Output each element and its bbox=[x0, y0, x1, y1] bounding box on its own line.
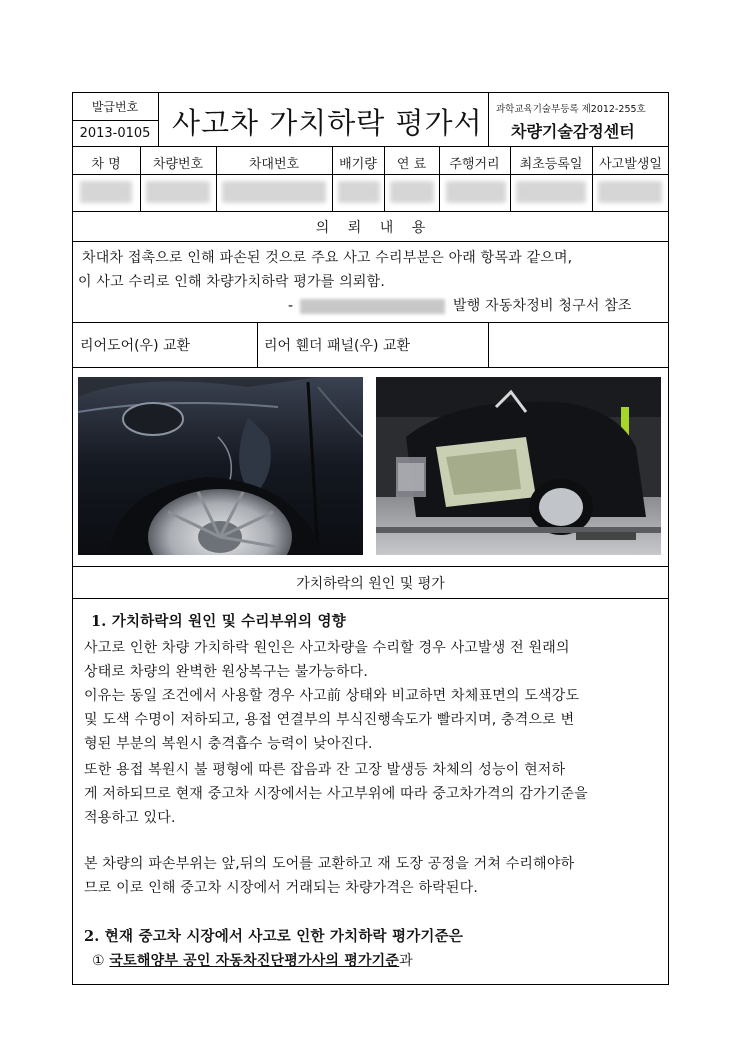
col-header-vin: 차대번호 bbox=[248, 157, 300, 172]
criteria-item-1-underlined: 국토해양부 공인 자동차진단평가사의 평가기준 bbox=[109, 953, 400, 969]
eval-p3-line-1: 또한 용접 복원시 불 평형에 따른 잡음과 잔 고장 발생등 차체의 성능이 현저하 bbox=[84, 762, 566, 778]
repair-col-div-1 bbox=[257, 322, 258, 367]
eval-p2-line-1: 이유는 동일 조건에서 사용할 경우 사고前 상태와 비교하면 차체표면의 도색강도 bbox=[84, 688, 580, 704]
evaluation-section-title: 가치하락의 원인 및 평가 bbox=[296, 576, 445, 592]
col-header-fuel: 연 료 bbox=[396, 157, 427, 172]
redacted-accident-date bbox=[598, 181, 662, 203]
col-header-first-registration: 최초등록일 bbox=[519, 157, 583, 172]
criteria-item-1-marker: ① bbox=[92, 953, 105, 969]
center-name: 차량기술감정센터 bbox=[511, 122, 635, 141]
repair-items-top-line bbox=[72, 322, 669, 323]
request-section-title: 의 뢰 내 용 bbox=[315, 220, 426, 236]
vehicle-table-bottom bbox=[72, 211, 669, 212]
eval-p1-line-2: 상태로 차량의 완벽한 원상복구는 불가능하다. bbox=[84, 664, 369, 680]
request-title-line bbox=[72, 241, 669, 242]
damage-photo-left bbox=[78, 377, 363, 555]
issue-no-value: 2013-0105 bbox=[79, 126, 151, 141]
redacted-fuel bbox=[390, 181, 434, 203]
criteria-item-1-tail: 과 bbox=[399, 953, 413, 969]
criteria-item-1 bbox=[92, 949, 413, 973]
col-header-displacement: 배기량 bbox=[339, 157, 377, 172]
header-divider-1 bbox=[158, 92, 159, 146]
redacted-vin bbox=[222, 181, 326, 203]
evaluation-heading-1: 1. 가치하락의 원인 및 수리부위의 영향 bbox=[91, 613, 346, 630]
eval-p3-line-3: 적용하고 있다. bbox=[84, 810, 176, 826]
request-line-2: 이 사고 수리로 인해 차량가치하락 평가를 의뢰함. bbox=[78, 274, 386, 290]
eval-p3-line-2: 게 저하되므로 현재 중고차 시장에서는 사고부위에 따라 중고차가격의 감가기준을 bbox=[84, 786, 588, 802]
reference-suffix: 발행 자동차정비 청구서 참조 bbox=[453, 298, 632, 314]
header-divider-2 bbox=[488, 92, 489, 146]
document-title: 사고차 가치하락 평가서 bbox=[172, 106, 483, 140]
repair-col-div-2 bbox=[488, 322, 489, 367]
redacted-car-name bbox=[80, 181, 132, 203]
redacted-mileage bbox=[446, 181, 506, 203]
issue-no-label: 발급번호 bbox=[91, 100, 139, 114]
reference-dash: - bbox=[288, 298, 294, 314]
col-header-accident-date: 사고발생일 bbox=[599, 157, 662, 172]
eval-p2-line-3: 형된 부분의 복원시 충격흡수 능력이 낮아진다. bbox=[84, 736, 373, 752]
vehicle-header-line bbox=[72, 174, 669, 175]
evaluation-heading-2: 2. 현재 중고차 시장에서 사고로 인한 가치하락 평가기준은 bbox=[84, 928, 464, 945]
col-header-car-name: 차 명 bbox=[91, 157, 121, 172]
redacted-reference bbox=[300, 299, 445, 314]
redacted-displacement bbox=[338, 181, 380, 203]
repair-item-rear-door: 리어도어(우) 교환 bbox=[80, 338, 191, 354]
header-bottom-line bbox=[72, 146, 669, 147]
issue-no-divider bbox=[72, 120, 158, 121]
evaluation-title-bottom-line bbox=[72, 598, 669, 599]
col-header-mileage: 주행거리 bbox=[449, 157, 500, 172]
redacted-first-registration bbox=[516, 181, 586, 203]
eval-p4-line-2: 므로 이로 인해 중고차 시장에서 거래되는 차량가격은 하락된다. bbox=[84, 880, 479, 896]
request-line-1: 차대차 접촉으로 인해 파손된 것으로 주요 사고 수리부분은 아래 항목과 같으며, bbox=[82, 250, 573, 266]
eval-p2-line-2: 및 도색 수명이 저하되고, 용접 연결부의 부식진행속도가 빨라지며, 충격으로 변 bbox=[84, 712, 575, 728]
eval-p1-line-1: 사고로 인한 차량 가치하락 원인은 사고차량을 수리할 경우 사고발생 전 원래의 bbox=[84, 640, 570, 656]
repair-photo-right bbox=[376, 377, 661, 555]
repair-items-bottom-line bbox=[72, 367, 669, 368]
redacted-plate bbox=[146, 181, 210, 203]
col-header-plate: 차량번호 bbox=[152, 157, 204, 172]
evaluation-title-top-line bbox=[72, 566, 669, 567]
eval-p4-line-1: 본 차량의 파손부위는 앞,뒤의 도어를 교환하고 재 도장 공정을 거쳐 수리해야하 bbox=[84, 856, 575, 872]
repair-item-rear-fender: 리어 휀더 패널(우) 교환 bbox=[264, 338, 410, 354]
registration-number: 과학교육기술부등록 제2012-255호 bbox=[496, 104, 646, 115]
